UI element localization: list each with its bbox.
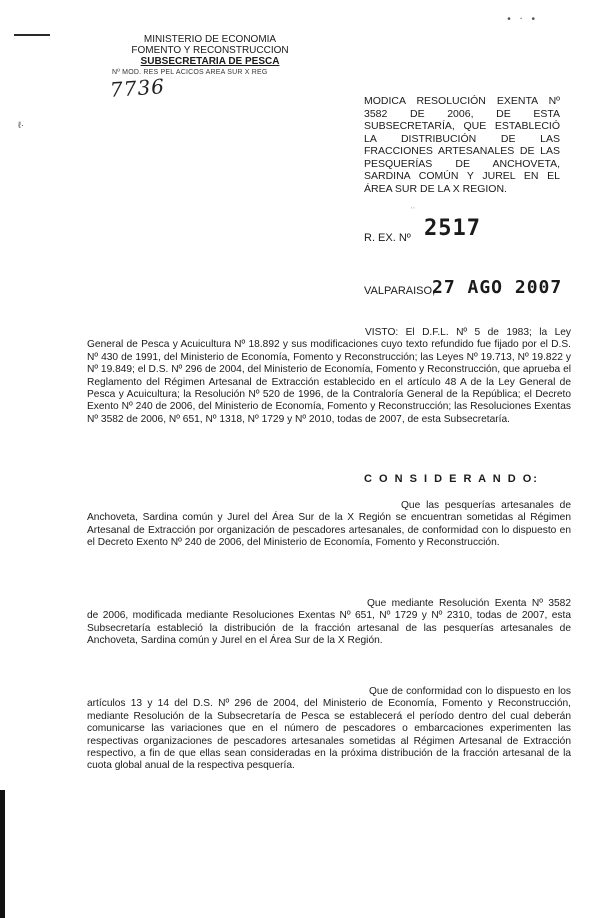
handwritten-number: 7736: [109, 74, 166, 102]
place-label: VALPARAISO,: [364, 285, 436, 297]
scan-dots-mark: • ‧ •: [507, 14, 538, 25]
considerando-paragraph-1: Que las pesquerías artesanales de Anchoveta, Sardina común y Jurel del Área Sur de la X Región se encuentran sometidas al Régimen Artesanal de Extracción por organización de pescadores artesanales, de conformidad con lo dispuesto en el Decreto Exento Nº 240 de 2006, del Ministerio de Economía, Fomento y Reconstrucción.: [87, 500, 571, 549]
considerando-heading: C O N S I D E R A N D O:: [364, 473, 539, 485]
stamp-tick: ˈˈ: [410, 206, 416, 215]
subsecretaria-line: SUBSECRETARIA DE PESCA: [140, 56, 280, 67]
considerando-paragraph-3: Que de conformidad con lo dispuesto en los artículos 13 y 14 del D.S. Nº 296 de 2004, del Ministerio de Economía, Fomento y Reconstrucción, mediante Resolución de la Subsecretaría de Pesca se establecerá el período dentro del cual deberán comunicarse las variaciones que en el número de pescadores o embarcaciones experimenten las respectivas organizaciones de pescadores artesanales sometidas al Régimen Artesanal de Extracción respectivo, a fin de que ellas sean consideradas en la próxima distribución de la fracción artesanal de la cuota global anual de la respectiva pesquería.: [87, 686, 571, 772]
scan-line-mark: [14, 34, 50, 36]
margin-mark: ℓ·: [18, 120, 24, 130]
visto-paragraph: VISTO: El D.F.L. Nº 5 de 1983; la Ley General de Pesca y Acuicultura Nº 18.892 y sus modificaciones cuyo texto refundido fue fijado por el D.S. Nº 430 de 1991, del Ministerio de Economía, Fomento y Reconstrucción; las Leyes Nº 19.713, Nº 19.822 y Nº 19.849; el D.S. Nº 296 de 2004, del Ministerio de Economía, Fomento y Reconstrucción, que aprueba el Reglamento del Régimen Artesanal de Extracción establecido en el artículo 48 A de la Ley General de Pesca y Acuicultura; la Resolución Nº 520 de 1996, de la Contraloría General de la República; el Decreto Exento Nº 240 de 2006, del Ministerio de Economía, Fomento y Reconstrucción; las Resoluciones Exentas Nº 3582 de 2006, Nº 651, Nº 1318, Nº 1729 y Nº 2010, todas de 2007, de esta Subsecretaría.: [87, 327, 571, 425]
resolution-label: R. EX. Nº: [364, 232, 411, 244]
document-title: MODICA RESOLUCIÓN EXENTA Nº 3582 DE 2006, DE ESTA SUBSECRETARÍA, QUE ESTABLECIÓ LA DISTRIBUCIÓN DE LAS FRACCIONES ARTESANALES DE LAS PESQUERÍAS DE ANCHOVETA, SARDINA COMÚN Y JUREL EN EL ÁREA SUR DE LA X REGION.: [364, 95, 560, 195]
considerando-paragraph-2: Que mediante Resolución Exenta Nº 3582 de 2006, modificada mediante Resoluciones Exentas Nº 651, Nº 1729 y Nº 2310, todas de 2007, esta Subsecretaría estableció la distribución de la fracción artesanal de las pesquerías artesanales de Anchoveta, Sardina común y Jurel en el Área Sur de la X Región.: [87, 598, 571, 647]
ministry-line-2: FOMENTO Y RECONSTRUCCION: [131, 45, 289, 56]
date-stamp: 27 AGO 2007: [432, 277, 563, 298]
ministry-line: MINISTERIO DE ECONOMIA: [143, 34, 277, 45]
resolution-number: 2517: [424, 216, 481, 241]
letterhead: [90, 34, 330, 78]
reference-code: Nº MOD. RES PEL ACICOS AREA SUR X REG: [112, 69, 268, 76]
scan-edge-bar: [0, 790, 5, 918]
